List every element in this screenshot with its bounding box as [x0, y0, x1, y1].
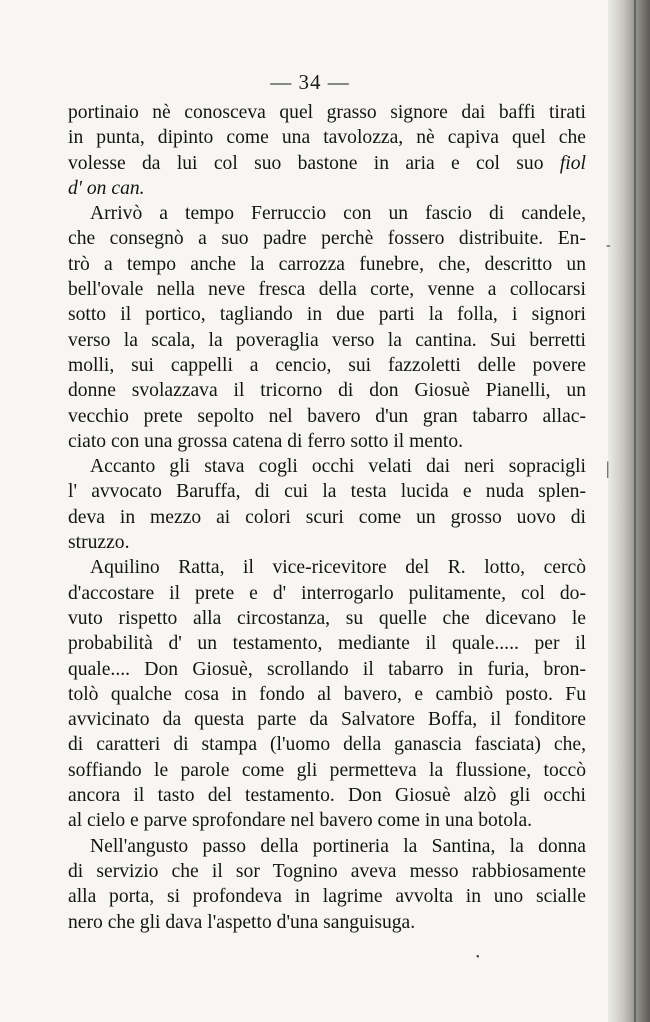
text-line-content: bell'ovale nella neve fresca della corte, venne a collocarsi — [68, 279, 586, 301]
text-line — [68, 657, 586, 682]
text-line — [68, 505, 586, 530]
text-line — [68, 353, 586, 378]
text-line — [68, 606, 586, 631]
page-edge-shadow — [608, 0, 650, 1022]
text-line — [68, 859, 586, 884]
margin-mark: - — [606, 238, 611, 253]
text-line — [68, 581, 586, 606]
text-line-content: di servizio che il sor Tognino aveva messo rabbiosamente — [68, 860, 586, 882]
text-line-content: ancora il tasto del testamento. Don Giosuè alzò gli occhi — [68, 785, 586, 807]
text-line — [68, 378, 586, 403]
text-line — [68, 631, 586, 656]
text-line-content: volesse da lui col suo bastone in aria e col suo — [68, 152, 560, 174]
text-line — [68, 530, 586, 555]
text-line — [68, 910, 586, 935]
body-text — [68, 100, 586, 935]
text-line — [68, 151, 586, 176]
binding-line — [634, 0, 636, 1022]
ink-dot: • — [476, 952, 480, 963]
text-line — [68, 125, 586, 150]
text-line-content: vecchio prete sepolto nel bavero d'un gran tabarro allac- — [68, 405, 586, 427]
text-line-content: nero che gli dava l'aspetto d'una sanguisuga. — [68, 911, 416, 933]
text-line — [68, 277, 586, 302]
margin-mark: | — [606, 458, 610, 478]
text-line-content: l' avvocato Baruffa, di cui la testa lucida e nuda splen- — [68, 481, 586, 503]
text-line — [68, 429, 586, 454]
text-line — [68, 176, 586, 201]
text-line-content: tolò qualche cosa in fondo al bavero, e cambiò posto. Fu — [68, 683, 586, 705]
text-line-content: deva in mezzo ai colori scuri come un grosso uovo di — [68, 506, 586, 528]
text-line — [68, 252, 586, 277]
text-line — [68, 682, 586, 707]
text-line — [68, 732, 586, 757]
page-number: — 34 — — [270, 70, 350, 94]
text-line-content: ciato con una grossa catena di ferro sotto il mento. — [68, 430, 464, 452]
text-line-content: verso la scala, la poveraglia verso la cantina. Sui berretti — [68, 329, 586, 351]
text-line — [68, 707, 586, 732]
text-line — [68, 834, 586, 859]
text-line-content: Aquilino Ratta, il vice-ricevitore del R. lotto, cercò — [90, 557, 586, 579]
text-line-content: di caratteri di stampa (l'uomo della ganascia fasciata) che, — [68, 734, 586, 756]
text-line — [68, 479, 586, 504]
text-line — [68, 758, 586, 783]
text-line — [68, 404, 586, 429]
italic-phrase: d' on can. — [68, 177, 145, 199]
text-line-content: quale.... Don Giosuè, scrollando il tabarro in furia, bron- — [68, 658, 586, 680]
text-line-content: vuto rispetto alla circostanza, su quelle che dicevano le — [68, 607, 586, 629]
text-line — [68, 555, 586, 580]
text-line-content: donne svolazzava il tricorno di don Giosuè Pianelli, un — [68, 380, 586, 402]
text-line-content: alla porta, si profondeva in lagrime avvolta in uno scialle — [68, 886, 586, 908]
text-line — [68, 328, 586, 353]
text-line — [68, 226, 586, 251]
text-line-content: soffiando le parole come gli permetteva la flussione, toccò — [68, 759, 586, 781]
text-line — [68, 302, 586, 327]
text-line-content: probabilità d' un testamento, mediante il quale..... per il — [68, 633, 586, 655]
text-line-content: al cielo e parve sprofondare nel bavero come in una botola. — [68, 810, 533, 832]
text-line-content: struzzo. — [68, 532, 130, 554]
text-line — [68, 454, 586, 479]
text-line-content: Accanto gli stava cogli occhi velati dai neri sopracigli — [90, 456, 586, 478]
text-line — [68, 783, 586, 808]
text-line-content: che consegnò a suo padre perchè fossero distribuite. En- — [68, 228, 586, 250]
text-line — [68, 884, 586, 909]
text-line — [68, 201, 586, 226]
text-line-content: in punta, dipinto come una tavolozza, nè capiva quel che — [68, 127, 586, 149]
text-line-content: d'accostare il prete e d' interrogarlo pulitamente, col do- — [68, 582, 586, 604]
text-line-content: trò a tempo anche la carrozza funebre, che, descritto un — [68, 253, 586, 275]
text-line-content: molli, sui cappelli a cencio, sui fazzoletti delle povere — [68, 354, 586, 376]
text-line — [68, 100, 586, 125]
text-line-content: avvicinato da questa parte da Salvatore Boffa, il fonditore — [68, 709, 586, 731]
text-line-content: Arrivò a tempo Ferruccio con un fascio di candele, — [90, 203, 586, 225]
text-line — [68, 808, 586, 833]
text-line-content: sotto il portico, tagliando in due parti la folla, i signori — [68, 304, 586, 326]
text-line-content: portinaio nè conosceva quel grasso signore dai baffi tirati — [68, 102, 586, 123]
italic-phrase: fiol — [559, 152, 586, 174]
text-line-content: Nell'angusto passo della portineria la Santina, la donna — [90, 835, 586, 857]
